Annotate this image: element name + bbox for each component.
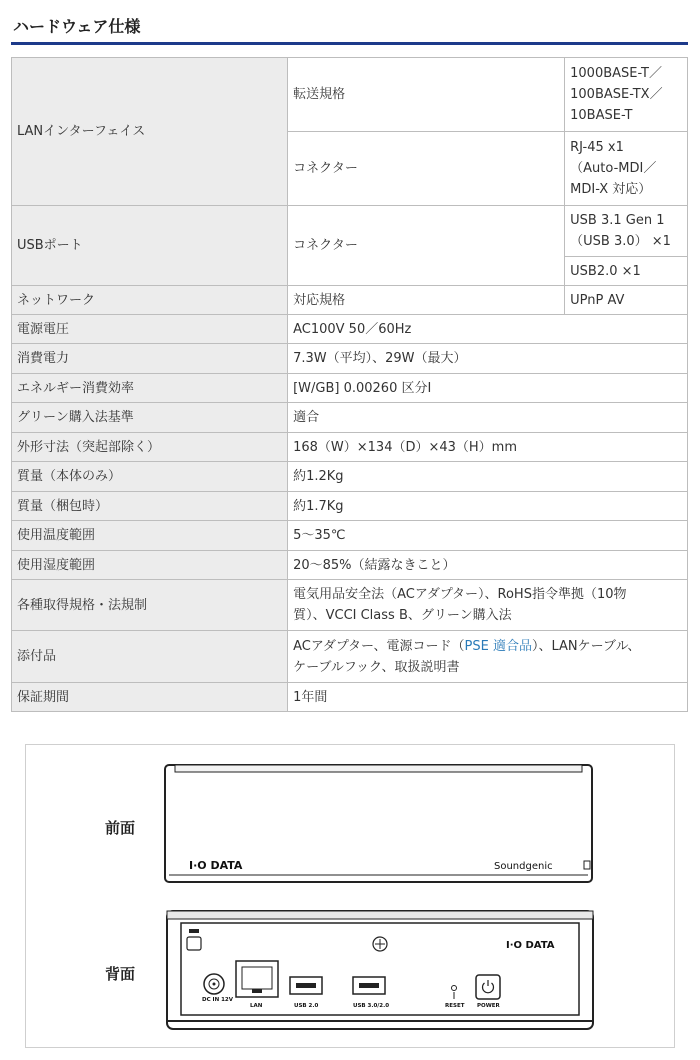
page-title: ハードウェア仕様 bbox=[13, 17, 141, 36]
row-label-regulations: 各種取得規格・法規制 bbox=[12, 580, 288, 631]
row-label: グリーン購入法基準 bbox=[12, 403, 288, 433]
row-label: 外形寸法（突起部除く） bbox=[12, 433, 288, 462]
row-label: 使用温度範囲 bbox=[12, 521, 288, 551]
value-network: UPnP AV bbox=[565, 286, 688, 315]
row-label: 使用湿度範囲 bbox=[12, 551, 288, 580]
row-label-accessories: 添付品 bbox=[12, 631, 288, 683]
value-line: （USB 3.0） ×1 bbox=[570, 234, 671, 249]
accessories-text: ACアダプター、電源コード（ bbox=[293, 638, 465, 654]
row-label-network: ネットワーク bbox=[12, 286, 288, 315]
table-row bbox=[12, 403, 688, 433]
row-value: AC100V 50／60Hz bbox=[288, 315, 688, 344]
table-row bbox=[12, 58, 688, 132]
value-usb3 bbox=[565, 206, 688, 257]
device-illustration bbox=[26, 745, 674, 1047]
value-connector bbox=[565, 132, 688, 206]
sub-label-network: 対応規格 bbox=[288, 286, 565, 315]
value-usb2: USB2.0 ×1 bbox=[565, 257, 688, 286]
value-line: MDI-X 対応） bbox=[570, 182, 652, 197]
row-value-regulations bbox=[288, 580, 688, 631]
value-transfer bbox=[565, 58, 688, 132]
back-brand-logo: I·O DATA bbox=[506, 940, 555, 951]
table-row bbox=[12, 344, 688, 374]
dc-in-port bbox=[204, 974, 224, 994]
row-value: 7.3W（平均）、29W（最大） bbox=[288, 344, 688, 374]
row-label: エネルギー消費効率 bbox=[12, 374, 288, 403]
pse-link[interactable]: PSE 適合品 bbox=[464, 638, 532, 654]
usb2-label: USB 2.0 bbox=[294, 1003, 319, 1009]
front-label: 前面 bbox=[105, 819, 136, 837]
table-row bbox=[12, 631, 688, 683]
table-row bbox=[12, 551, 688, 580]
front-view bbox=[165, 765, 592, 882]
row-value-warranty: 1年間 bbox=[288, 683, 688, 712]
accessories-text: ）、LANケーブル、 bbox=[531, 638, 641, 654]
row-value: 約1.2Kg bbox=[288, 462, 688, 492]
table-row bbox=[12, 433, 688, 462]
value-line: 電気用品安全法（ACアダプター）、RoHS指令準拠（10物 bbox=[293, 587, 627, 602]
lan-port bbox=[236, 961, 278, 997]
table-row bbox=[12, 206, 688, 257]
usb2-port bbox=[290, 977, 322, 994]
table-row bbox=[12, 683, 688, 712]
table-row bbox=[12, 286, 688, 315]
row-value: 168（W）×134（D）×43（H）mm bbox=[288, 433, 688, 462]
row-label: 電源電圧 bbox=[12, 315, 288, 344]
row-value: 20～85%（結露なきこと） bbox=[288, 551, 688, 580]
back-view bbox=[167, 911, 593, 1029]
power-icon bbox=[476, 975, 500, 999]
sub-label-usb-connector: コネクター bbox=[288, 206, 565, 286]
table-row bbox=[12, 315, 688, 344]
row-label-warranty: 保証期間 bbox=[12, 683, 288, 712]
row-label: 消費電力 bbox=[12, 344, 288, 374]
value-line: 1000BASE-T／ bbox=[570, 66, 662, 81]
row-value-accessories bbox=[288, 631, 688, 683]
table-row bbox=[12, 521, 688, 551]
usb3-port bbox=[353, 977, 385, 994]
value-line: USB 3.1 Gen 1 bbox=[570, 213, 665, 228]
value-line: 10BASE-T bbox=[570, 108, 633, 123]
row-label: 質量（本体のみ） bbox=[12, 462, 288, 492]
value-line bbox=[293, 636, 682, 657]
front-brand-logo: I·O DATA bbox=[189, 859, 243, 872]
row-value: 適合 bbox=[288, 403, 688, 433]
row-label: 質量（梱包時） bbox=[12, 492, 288, 521]
front-model-logo: Soundgenic bbox=[494, 861, 553, 872]
back-label: 背面 bbox=[105, 965, 136, 983]
value-line: 100BASE-TX／ bbox=[570, 87, 663, 102]
reset-label: RESET bbox=[445, 1003, 465, 1009]
sub-label-transfer: 転送規格 bbox=[288, 58, 565, 132]
value-line: ケーブルフック、取扱説明書 bbox=[293, 659, 460, 675]
table-row bbox=[12, 580, 688, 631]
screw-icon bbox=[373, 937, 387, 951]
value-line: RJ-45 x1 bbox=[570, 140, 624, 155]
spec-table bbox=[11, 57, 688, 712]
sub-label-connector: コネクター bbox=[288, 132, 565, 206]
table-row bbox=[12, 462, 688, 492]
value-line: 質）、VCCI Class B、グリーン購入法 bbox=[293, 608, 512, 623]
row-value: 5～35℃ bbox=[288, 521, 688, 551]
product-figure bbox=[25, 744, 675, 1048]
usb3-label: USB 3.0/2.0 bbox=[353, 1003, 390, 1009]
lan-label: LAN bbox=[250, 1003, 263, 1009]
security-lock-icon bbox=[187, 929, 201, 950]
row-value: 約1.7Kg bbox=[288, 492, 688, 521]
dc-in-label: DC IN 12V bbox=[202, 997, 233, 1003]
row-label-usb: USBポート bbox=[12, 206, 288, 286]
table-row bbox=[12, 374, 688, 403]
row-label-lan: LANインターフェイス bbox=[12, 58, 288, 206]
row-value: [W/GB] 0.00260 区分I bbox=[288, 374, 688, 403]
title-divider bbox=[11, 42, 688, 45]
power-label: POWER bbox=[477, 1003, 500, 1009]
table-row bbox=[12, 492, 688, 521]
value-line: （Auto-MDI／ bbox=[570, 161, 657, 176]
